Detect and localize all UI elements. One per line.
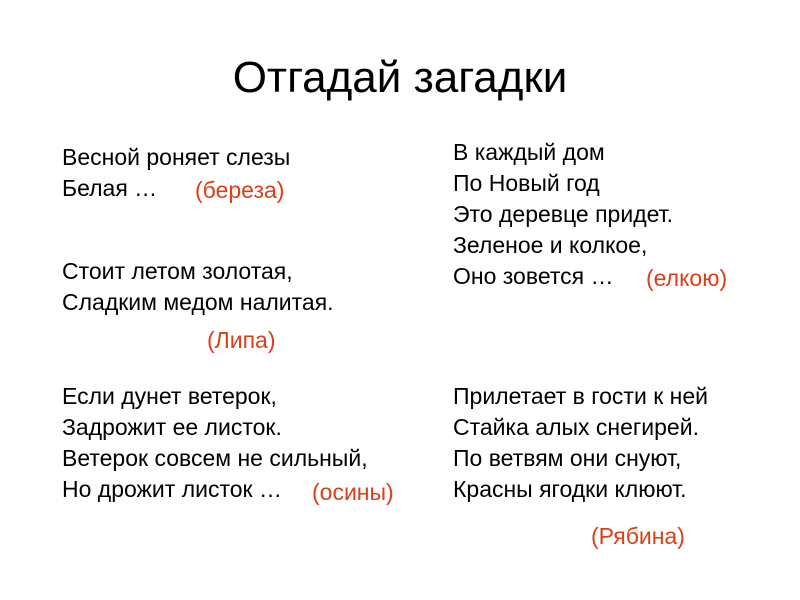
riddle-line: Ветерок совсем не сильный, <box>62 445 368 471</box>
riddle-line: По ветвям они снуют, <box>453 445 682 471</box>
riddle-line: Весной роняет слезы <box>62 144 291 170</box>
riddle-line: Сладким медом налитая. <box>62 289 334 315</box>
riddle-line: Но дрожит листок … <box>62 476 282 502</box>
riddle-line: Стоит летом золотая, <box>62 258 293 284</box>
slide-title: Отгадай загадки <box>232 53 568 102</box>
riddle-linden <box>62 256 334 318</box>
riddle-line: Это деревце придет. <box>453 201 674 227</box>
riddle-line: Прилетает в гости к ней <box>453 383 708 409</box>
riddle-rowan <box>453 381 708 505</box>
riddle-line: По Новый год <box>453 170 600 196</box>
answer-aspen: (осины) <box>312 479 394 505</box>
answer-rowan: (Рябина) <box>591 523 685 549</box>
riddle-line: Зеленое и колкое, <box>453 232 648 258</box>
riddle-line: Если дунет ветерок, <box>62 383 277 409</box>
answer-birch: (береза) <box>195 177 285 203</box>
answer-linden: (Липа) <box>207 327 276 353</box>
riddle-line: Красны ягодки клюют. <box>453 476 687 502</box>
riddle-fir <box>453 137 673 292</box>
riddle-line: В каждый дом <box>453 139 605 165</box>
riddle-line: Оно зовется … <box>453 263 614 289</box>
answer-fir: (елкою) <box>646 265 728 291</box>
riddle-line: Стайка алых снегирей. <box>453 414 699 440</box>
riddle-line: Белая … <box>62 175 158 201</box>
riddle-line: Задрожит ее листок. <box>62 414 282 440</box>
